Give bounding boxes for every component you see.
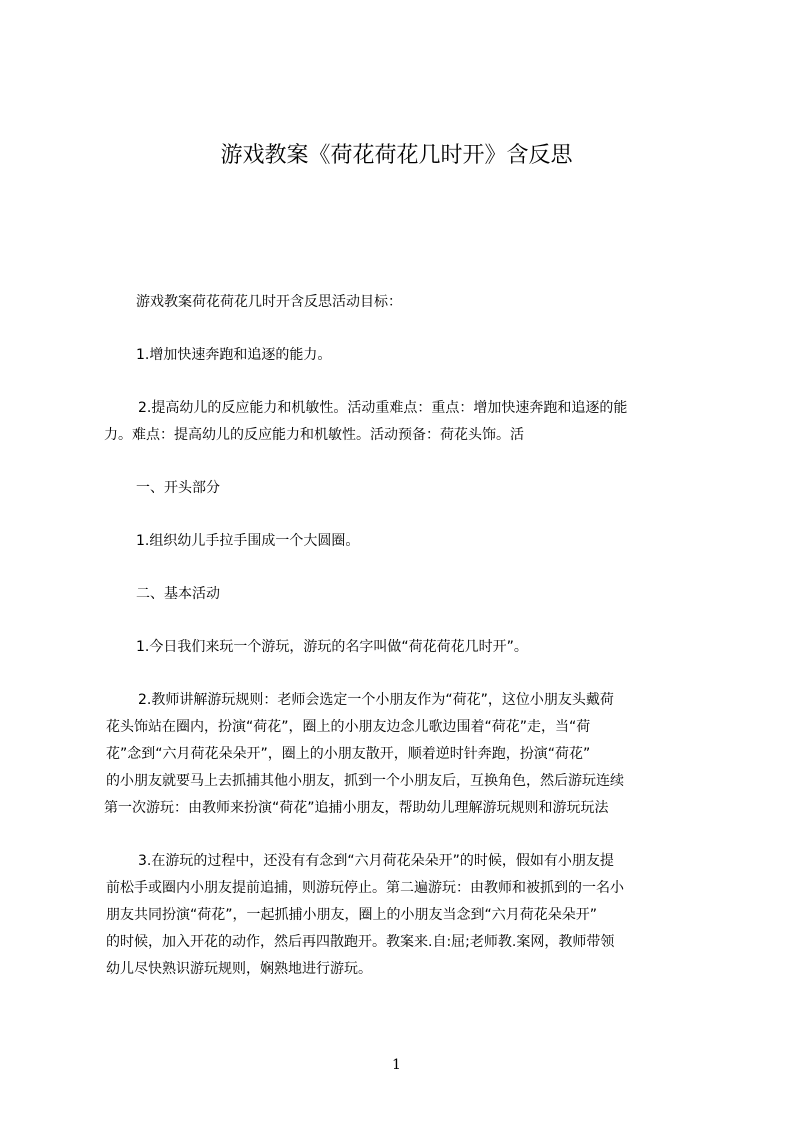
paragraph-line: 1.今日我们来玩一个游玩，游玩的名字叫做“荷花荷花几时开”。 [136,639,528,655]
paragraph-line: 2.提高幼儿的反应能力和机敏性。活动重难点：重点：增加快速奔跑和追逐的能 [138,400,628,416]
paragraph-line: 幼儿尽快熟识游玩规则，娴熟地进行游玩。 [106,961,372,977]
paragraph-line: 1.组织幼儿手拉手围成一个大圆圈。 [136,533,360,549]
paragraph-line: 游戏教案荷花荷花几时开含反思活动目标： [136,294,402,310]
paragraph-line: 3.在游玩的过程中，还没有有念到“六月荷花朵朵开”的时候，假如有小朋友提 [138,853,614,869]
paragraph-line: 花”念到“六月荷花朵朵开”，圈上的小朋友散开，顺着逆时针奔跑，扮演“荷花” [106,746,591,762]
paragraph-line: 朋友共同扮演“荷花”，一起抓捕小朋友，圈上的小朋友当念到“六月荷花朵朵开” [106,907,598,923]
paragraph-line: 前松手或圈内小朋友提前追捕，则游玩停止。第二遍游玩：由教师和被抓到的一名小 [106,880,624,896]
paragraph-line: 第一次游玩：由教师来扮演“荷花”追捕小朋友，帮助幼儿理解游玩规则和游玩玩法 [104,800,609,816]
section-heading: 一、开头部分 [136,480,220,496]
paragraph-line: 2.教师讲解游玩规则：老师会选定一个小朋友作为“荷花”，这位小朋友头戴荷 [138,692,614,708]
paragraph-line: 花头饰站在圈内，扮演“荷花”，圈上的小朋友边念儿歌边围着“荷花”走，当“荷 [106,719,591,735]
page-number: 1 [392,1057,401,1073]
paragraph-line: 的小朋友就要马上去抓捕其他小朋友，抓到一个小朋友后，互换角色，然后游玩连续 [106,773,624,789]
paragraph-line: 1.增加快速奔跑和追逐的能力。 [136,347,332,363]
paragraph-line: 的时候，加入开花的动作，然后再四散跑开。教案来.自:屈;老师教.案网，教师带领 [106,934,615,950]
section-heading: 二、基本活动 [136,586,220,602]
document-title: 游戏教案《荷花荷花几时开》含反思 [220,143,573,168]
paragraph-line: 力。难点：提高幼儿的反应能力和机敏性。活动预备：荷花头饰。活 [104,427,524,443]
